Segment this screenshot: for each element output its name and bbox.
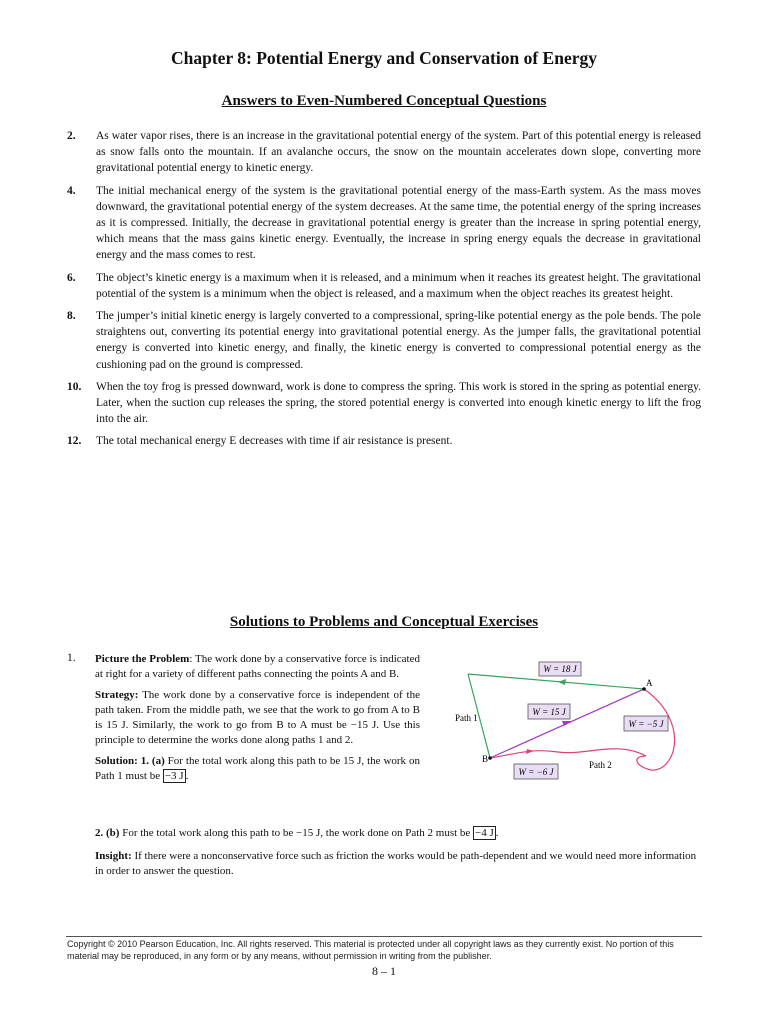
footer-divider	[66, 936, 702, 937]
problem-number: 1.	[67, 652, 76, 664]
answer-text: When the toy frog is pressed downward, work is done to compress the spring. This work is stored in the spring as potential energy. Later, when the suction cup releases the spring, the stored potential energy is converted into enough kinetic energy to lift the frog into the air.	[96, 380, 701, 426]
picture-label: Picture the Problem	[95, 653, 190, 665]
copyright-footer: Copyright © 2010 Pearson Education, Inc. All rights reserved. This material is protected under all copyright laws as they currently exist. No portion of this material may be reproduced, in any form or by any means, without permission in writing from the publisher.	[67, 939, 674, 961]
solution-text: For the total work along this path to be 15 J, the work on Path 1 must be	[95, 755, 420, 782]
solution-answer-box: −3 J	[164, 770, 184, 782]
point-b-label: B	[482, 754, 489, 764]
picture-paragraph	[95, 652, 420, 682]
answer-text: The initial mechanical energy of the system is the gravitational potential energy of the mass-Earth system. As the mass moves downward, the gravitational potential energy of the system decreases. At the same time, the potential energy of the spring increases as it is compressed. Initially, the decrease in gravitational potential energy is greater than the increase in spring potential energy, which means that the mass gains kinetic energy. Eventually, the increase in spring energy equals the decrease in gravitational energy and the mass comes to rest.	[96, 184, 701, 262]
answer-number: 2.	[67, 130, 76, 142]
partb-label: 2. (b)	[95, 827, 120, 839]
answer-text: The object’s kinetic energy is a maximum when it is released, and a minimum when it reaches its greatest height. The gravitational potential of the system is a minimum when the object is released, and a maximum when the object reaches its greatest height.	[96, 271, 701, 300]
solution-paragraph	[95, 754, 420, 784]
w6-label: W = −6 J	[518, 767, 554, 777]
solution-label: Solution: 1. (a)	[95, 755, 165, 767]
path2-label: Path 2	[589, 760, 612, 770]
problem-body	[95, 652, 420, 790]
picture-text: : The work done by a conservative force is indicated at right for a variety of different paths connecting the points A and B.	[95, 653, 420, 680]
answers-list	[67, 128, 701, 456]
answer-number: 6.	[67, 271, 76, 284]
strategy-text: The work done by a conservative force is independent of the path taken. From the middle path, we see that the work to go from A to B is 15 J. Similarly, the work to go from B to A must be −15 J. Use this principle to determine the works done along paths 1 and 2.	[95, 689, 420, 746]
path1-label: Path 1	[455, 713, 478, 723]
answer-item	[67, 128, 701, 177]
partb-end: .	[495, 827, 499, 839]
answer-item	[67, 183, 701, 264]
insight-text: If there were a nonconservative force such as friction the works would be path-dependent and we would need more information in order to answer the question.	[95, 850, 697, 877]
path1-arrow	[558, 679, 566, 685]
answer-number: 12.	[67, 435, 82, 448]
answers-heading: Answers to Even-Numbered Conceptual Questions	[221, 93, 547, 109]
partb-paragraph	[95, 826, 705, 841]
answer-item	[67, 308, 701, 373]
path2-lower-curve	[490, 749, 646, 758]
partb-answer-box: −4 J	[475, 827, 494, 839]
answer-item	[67, 379, 701, 428]
w5-label: W = −5 J	[628, 719, 664, 729]
insight-paragraph	[95, 849, 705, 879]
work-paths-diagram	[446, 652, 686, 787]
strategy-paragraph	[95, 688, 420, 748]
strategy-label: Strategy:	[95, 689, 139, 701]
answer-number: 10.	[67, 380, 82, 393]
partb-text: For the total work along this path to be −15 J, the work done on Path 2 must be	[119, 827, 474, 839]
point-b-dot	[488, 756, 492, 760]
path2-hook	[637, 756, 651, 770]
w18-label: W = 18 J	[543, 664, 577, 674]
solutions-heading: Solutions to Problems and Conceptual Exercises	[229, 614, 539, 630]
answer-number: 8.	[67, 310, 76, 323]
answer-number: 4.	[67, 184, 76, 197]
answer-item	[67, 433, 701, 449]
point-a-label: A	[646, 678, 653, 688]
answer-text: The jumper’s initial kinetic energy is largely converted to a compressional, spring-like potential energy as the pole bends. The pole straightens out, converting its potential energy into gravitational potential energy. As the jumper falls, the gravitational potential energy is converted into kinetic energy, and finally, the kinetic energy is converted to compressional potential energy as the cushioning pad on the ground is compressed.	[96, 310, 701, 371]
chapter-title: Chapter 8: Potential Energy and Conservation of Energy	[171, 48, 597, 68]
insight-label: Insight:	[95, 850, 132, 862]
answer-text: As water vapor rises, there is an increase in the gravitational potential energy of the system. Part of this potential energy is released as snow falls onto the mountain. If an avalanche occurs, the snow on the mountain accelerates down slope, converting more gravitational potential energy to kinetic energy.	[96, 130, 701, 175]
w15-label: W = 15 J	[532, 707, 566, 717]
solution-end: .	[185, 770, 189, 782]
answer-text: The total mechanical energy E decreases with time if air resistance is present.	[96, 435, 453, 448]
page-number: 8 – 1	[372, 964, 396, 978]
answer-item	[67, 270, 701, 302]
